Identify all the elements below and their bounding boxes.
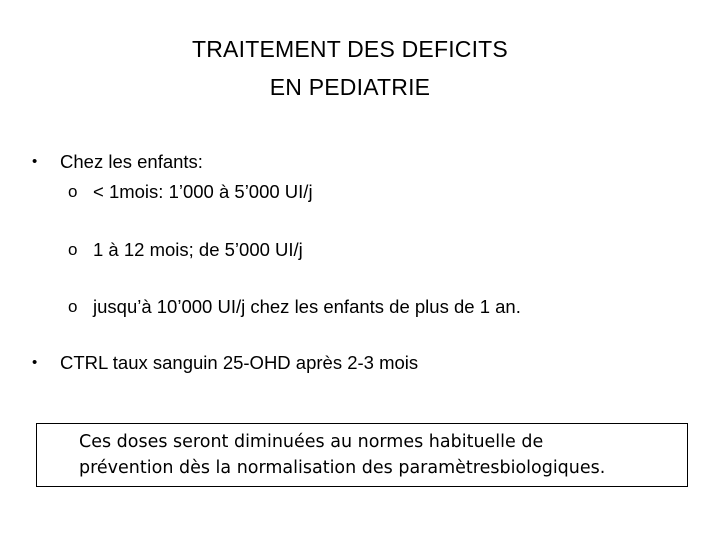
title-line-2: EN PEDIATRIE [269,74,431,100]
bullet-text: Chez les enfants: [60,151,203,172]
bullet-mark: • [32,153,38,170]
note-line-1: Ces doses seront diminuées au normes habituelle de [79,432,544,452]
note-line-2: prévention dès la normalisation des paramètresbiologiques. [79,458,606,478]
note-box [36,423,688,487]
sub-item-mark: o [68,297,78,316]
sub-item-text: jusqu’à 10’000 UI/j chez les enfants de plus de 1 an. [93,296,521,317]
title-line-1: TRAITEMENT DES DEFICITS [192,36,508,62]
sub-item-text: 1 à 12 mois; de 5’000 UI/j [93,239,303,260]
sub-item-text: < 1mois: 1’000 à 5’000 UI/j [93,181,313,202]
bullet-text: CTRL taux sanguin 25-OHD après 2-3 mois [60,352,419,373]
sub-item-mark: o [68,182,78,201]
slide-title [60,30,640,106]
sub-item-mark: o [68,240,78,259]
bullet-mark: • [32,354,38,371]
